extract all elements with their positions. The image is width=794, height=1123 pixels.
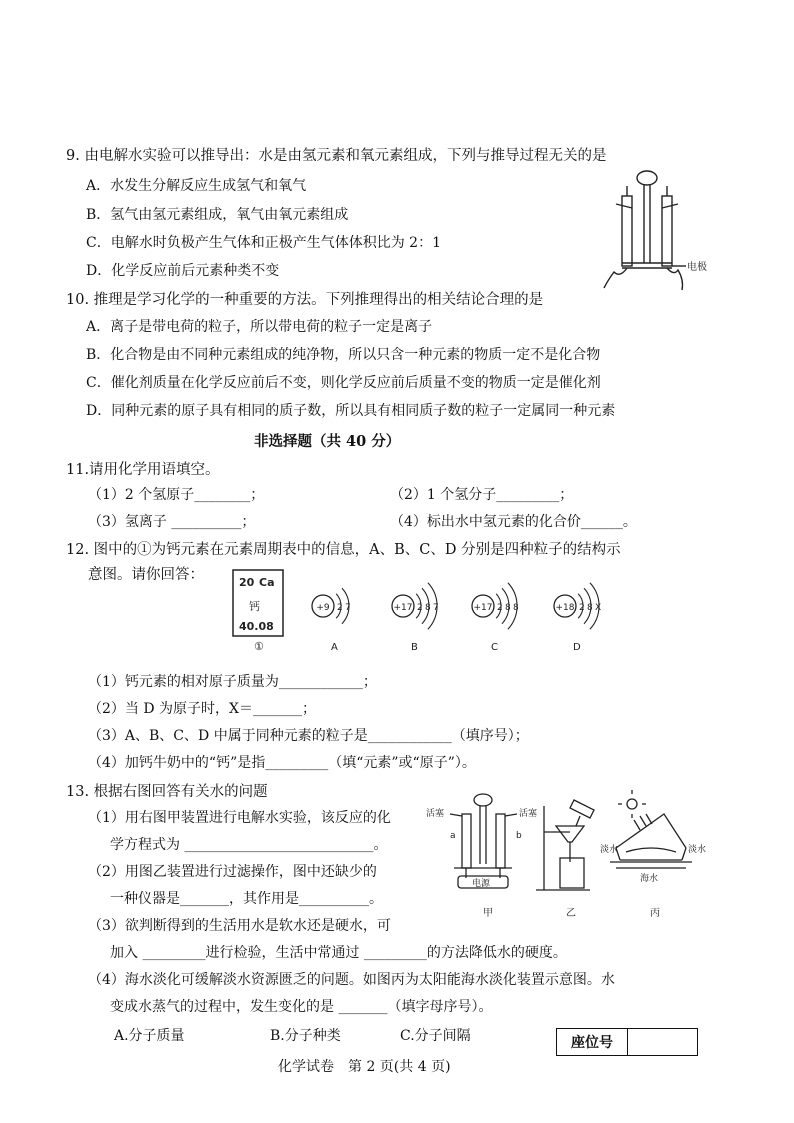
q9-option-d: D．化学反应前后元素种类不变 <box>86 263 280 279</box>
electrode-a-label: a <box>450 831 456 841</box>
q12-item-3: （3）A、B、C、D 中属于同种元素的粒子是____________（填序号）； <box>88 728 529 744</box>
nucleus-charge: +17 <box>473 603 493 613</box>
q13-line-1: （1）用右图甲装置进行电解水实验，该反应的化 <box>88 810 391 826</box>
q13-water-figures <box>420 786 720 922</box>
particle-label: A <box>331 642 338 653</box>
particle-label: C <box>491 642 498 653</box>
q13-choice-c: C.分子间隔 <box>400 1028 471 1044</box>
particle-label: D <box>573 642 581 653</box>
section-title: 非选择题（共 40 分） <box>254 433 401 450</box>
q12-item-1: （1）钙元素的相对原子质量为____________； <box>88 674 377 690</box>
q10-option-a: A．离子是带电荷的粒子，所以带电荷的粒子一定是离子 <box>86 319 433 335</box>
electron-count: 8 <box>587 603 593 613</box>
freshwater-left-label: 淡水 <box>600 845 619 855</box>
seawater-label: 海水 <box>640 874 659 884</box>
q13-stem: 13. 根据右图回答有关水的问题 <box>66 784 268 800</box>
jia-label: 甲 <box>483 908 493 919</box>
funnel-bulb-icon <box>637 171 657 185</box>
jia-electrolysis-apparatus <box>450 794 517 888</box>
particle-label: B <box>411 642 418 653</box>
q10-option-c: C．催化剂质量在化学反应前后不变，则化学反应前后质量不变的物质一定是催化剂 <box>86 375 601 391</box>
yi-filtration-apparatus <box>536 800 594 890</box>
electron-count: 8 <box>513 603 519 613</box>
q11-item-3: （3）氢离子 __________； <box>88 514 256 530</box>
q9-figure-label: 电极 <box>687 262 707 273</box>
electrode-b-label: b <box>516 831 522 841</box>
seat-number-label: 座位号 <box>557 1029 628 1055</box>
q12-stem-line2: 意图。请你回答： <box>88 567 204 583</box>
q13-choice-a: A.分子质量 <box>114 1028 185 1044</box>
q9-stem: 9. 由电解水实验可以推导出：水是由氢元素和氧元素组成，下列与推导过程无关的是 <box>66 148 607 164</box>
bing-label: 丙 <box>650 908 660 919</box>
power-label: 电源 <box>472 879 491 889</box>
element-card <box>233 570 283 653</box>
q11-item-2: （2）1 个氢分子_________； <box>390 487 574 503</box>
sun-icon <box>627 799 637 809</box>
element-mass: 40.08 <box>239 620 274 633</box>
element-symbol: Ca <box>259 576 275 589</box>
yi-label: 乙 <box>566 908 576 919</box>
q9-electrolysis-figure <box>598 168 718 300</box>
electron-count: 7 <box>433 603 439 613</box>
q10-option-b: B．化合物是由不同种元素组成的纯净物，所以只含一种元素的物质一定不是化合物 <box>86 347 601 363</box>
electron-count: 2 <box>579 603 585 613</box>
electron-count: 8 <box>425 603 431 613</box>
q13-line-5: （3）欲判断得到的生活用水是软水还是硬水，可 <box>88 918 391 934</box>
electron-count: 2 <box>417 603 423 613</box>
nucleus-charge: +18 <box>555 603 575 613</box>
q13-line-6: 加入 _________进行检验，生活中常通过 _________的方法降低水的硬度。 <box>110 945 567 961</box>
bing-solar-desalination-apparatus <box>610 790 692 868</box>
q9-option-a: A．水发生分解反应生成氢气和氧气 <box>86 178 307 194</box>
q10-option-d: D．同种元素的原子具有相同的质子数，所以具有相同质子数的粒子一定属同一种元素 <box>86 403 616 419</box>
q13-line-4: 一种仪器是_______，其作用是__________。 <box>110 891 383 907</box>
seat-number-box <box>556 1028 698 1056</box>
q13-line-7: （4）海水淡化可缓解淡水资源匮乏的问题。如图丙为太阳能海水淡化装置示意图。水 <box>88 972 615 988</box>
electron-count: 8 <box>505 603 511 613</box>
q12-item-2: （2）当 D 为原子时，X＝_______； <box>88 701 316 717</box>
q12-particles-figure <box>225 566 645 656</box>
q11-stem: 11.请用化学用语填空。 <box>66 462 220 478</box>
q13-line-3: （2）用图乙装置进行过滤操作，图中还缺少的 <box>88 864 377 880</box>
electron-count: 2 <box>497 603 503 613</box>
freshwater-right-label: 淡水 <box>688 845 707 855</box>
electron-count: 2 <box>337 603 343 613</box>
nucleus-charge: +17 <box>393 603 413 613</box>
q9-option-b: B．氢气由氢元素组成，氧气由氧元素组成 <box>86 207 349 223</box>
stopcock-right-label: 活塞 <box>519 809 538 819</box>
q12-item-4: （4）加钙牛奶中的“钙”是指_________（填“元素”或“原子”）。 <box>88 755 476 771</box>
q13-line-8: 变成水蒸气的过程中，发生变化的是 _______（填字母序号）。 <box>110 999 493 1015</box>
q11-item-1: （1）2 个氢原子________； <box>88 487 265 503</box>
q13-choice-b: B.分子种类 <box>270 1028 341 1044</box>
stopcock-left-label: 活塞 <box>426 809 445 819</box>
page-footer: 化学试卷 第 2 页(共 4 页) <box>278 1059 451 1075</box>
q10-stem: 10. 推理是学习化学的一种重要的方法。下列推理得出的相关结论合理的是 <box>66 292 544 308</box>
element-number: 20 <box>239 576 255 589</box>
element-name: 钙 <box>249 600 260 613</box>
q12-stem-line1: 12. 图中的①为钙元素在元素周期表中的信息，A、B、C、D 分别是四种粒子的结构示 <box>66 542 621 558</box>
seat-number-field[interactable] <box>628 1029 697 1055</box>
element-card-label: ① <box>254 640 264 653</box>
q9-option-c: C．电解水时负极产生气体和正极产生气体体积比为 2：1 <box>86 235 441 251</box>
q11-item-4: （4）标出水中氢元素的化合价______。 <box>390 514 637 530</box>
electron-count: 7 <box>345 603 351 613</box>
q13-line-2: 学方程式为 ___________________________。 <box>110 837 388 853</box>
electron-count: X <box>595 603 602 613</box>
nucleus-charge: +9 <box>316 603 330 613</box>
